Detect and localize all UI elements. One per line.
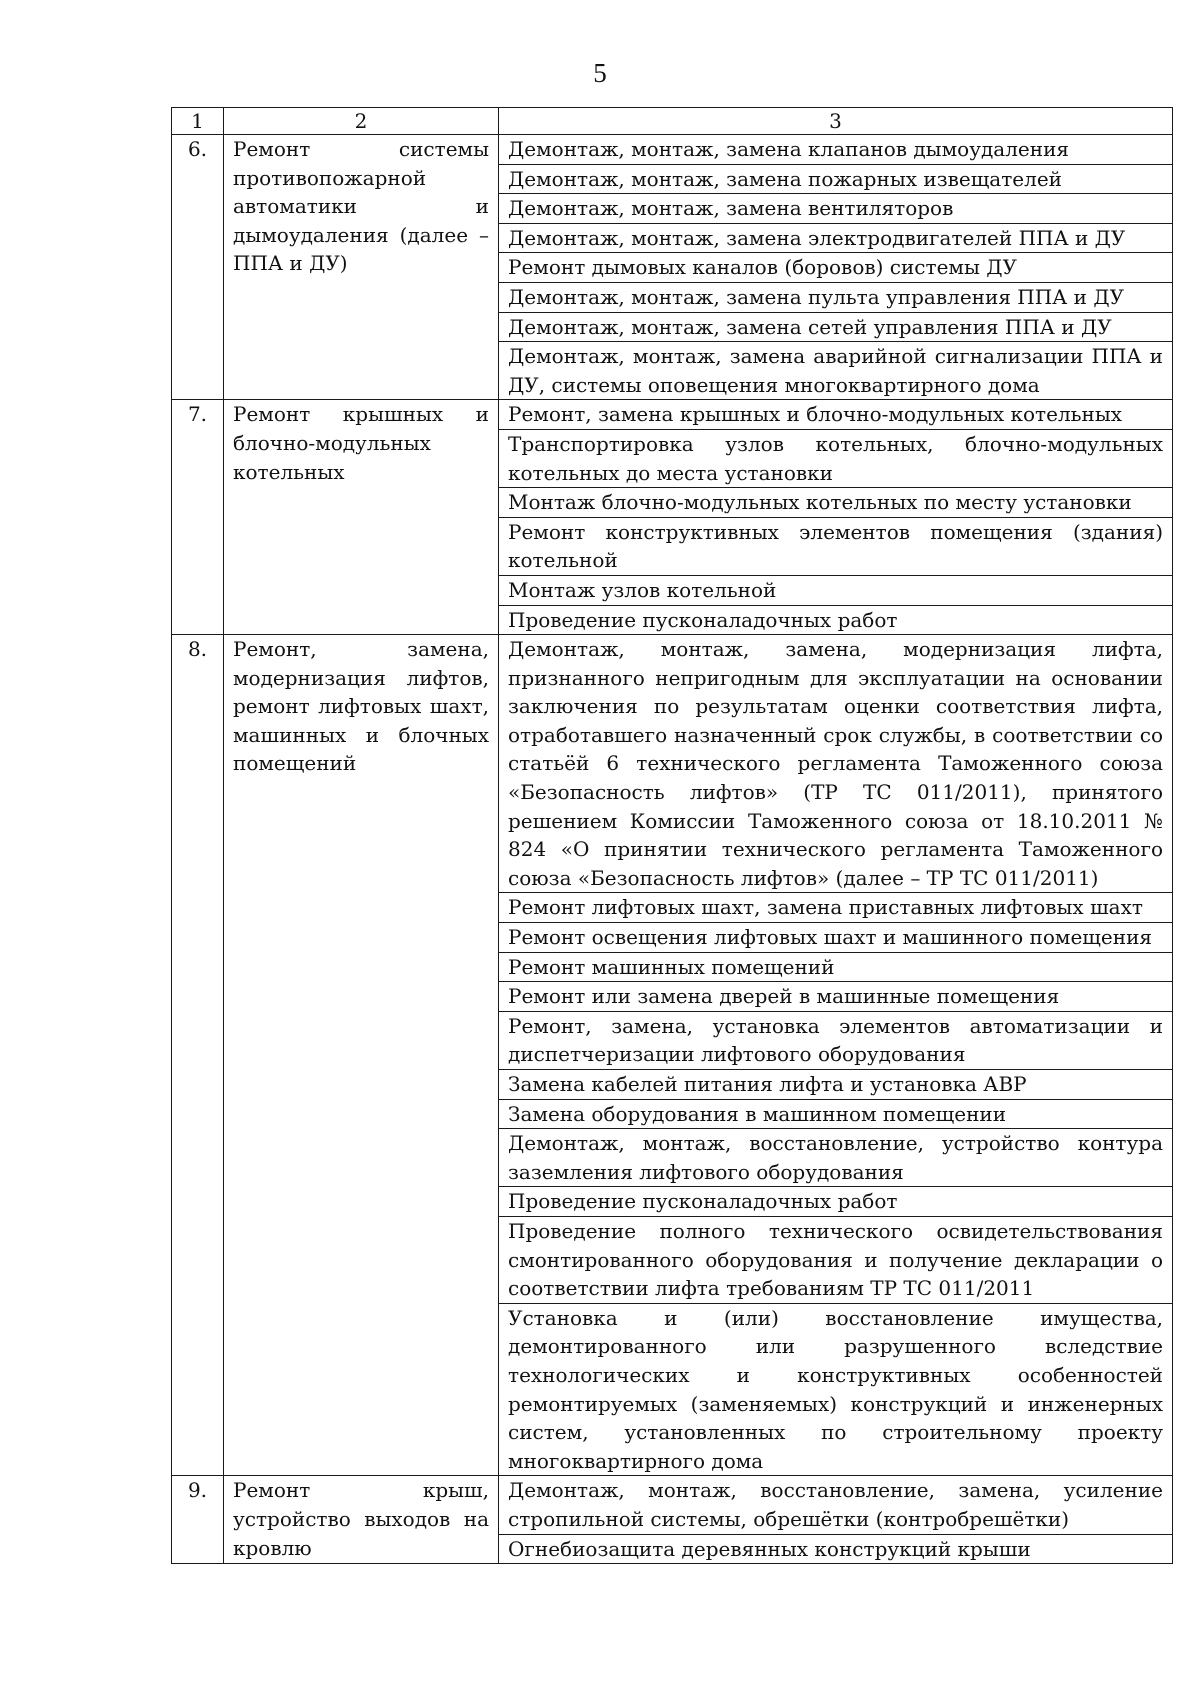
table-row xyxy=(172,635,1173,893)
table-row xyxy=(172,1476,1173,1534)
table-body xyxy=(172,135,1173,1564)
work-item: Демонтаж, монтаж, восстановление, замена, усиление стропильной системы, обрешётки (контробрешётки) xyxy=(499,1476,1173,1534)
row-number: 9. xyxy=(172,1476,224,1564)
column-header-3: 3 xyxy=(499,108,1173,135)
work-item: Демонтаж, монтаж, замена сетей управления ППА и ДУ xyxy=(499,312,1173,342)
work-item: Демонтаж, монтаж, замена, модернизация лифта, признанного непригодным для эксплуатации на основании заключения по результатам оценки соответствия лифта, отработавшего назначенный срок службы, в соответствии со статьёй 6 технического регламента Таможенного союза «Безопасность лифтов» (ТР ТС 011/2011), принятого решением Комиссии Таможенного союза от 18.10.2011 № 824 «О принятии технического регламента Таможенного союза «Безопасность лифтов» (далее – ТР ТС 011/2011) xyxy=(499,635,1173,893)
work-item: Проведение пусконаладочных работ xyxy=(499,1187,1173,1217)
work-type: Ремонт, замена, модернизация лифтов, ремонт лифтовых шахт, машинных и блочных помещений xyxy=(224,635,499,1476)
table-row xyxy=(172,400,1173,430)
work-item: Демонтаж, монтаж, замена клапанов дымоудаления xyxy=(499,135,1173,165)
work-item: Демонтаж, монтаж, восстановление, устройство контура заземления лифтового оборудования xyxy=(499,1129,1173,1187)
work-item: Ремонт или замена дверей в машинные помещения xyxy=(499,982,1173,1012)
work-item: Демонтаж, монтаж, замена аварийной сигнализации ППА и ДУ, системы оповещения многоквартирного дома xyxy=(499,342,1173,400)
work-item: Замена кабелей питания лифта и установка АВР xyxy=(499,1070,1173,1100)
work-type: Ремонт крышных и блочно-модульных котельных xyxy=(224,400,499,635)
work-item: Демонтаж, монтаж, замена вентиляторов xyxy=(499,194,1173,224)
work-item: Ремонт лифтовых шахт, замена приставных лифтовых шахт xyxy=(499,893,1173,923)
row-number: 6. xyxy=(172,135,224,400)
table-row xyxy=(172,135,1173,165)
table-header-row xyxy=(172,108,1173,135)
work-type: Ремонт крыш, устройство выходов на кровлю xyxy=(224,1476,499,1564)
work-item: Монтаж блочно-модульных котельных по месту установки xyxy=(499,488,1173,518)
row-number: 7. xyxy=(172,400,224,635)
work-item: Ремонт дымовых каналов (боровов) системы ДУ xyxy=(499,253,1173,283)
column-header-2: 2 xyxy=(224,108,499,135)
work-item: Транспортировка узлов котельных, блочно-модульных котельных до места установки xyxy=(499,429,1173,487)
work-item: Демонтаж, монтаж, замена электродвигателей ППА и ДУ xyxy=(499,223,1173,253)
work-item: Установка и (или) восстановление имущества, демонтированного или разрушенного вследствие технологических и конструктивных особенностей ремонтируемых (заменяемых) конструкций и инженерных систем, установленных по строительному проекту многоквартирного дома xyxy=(499,1303,1173,1476)
work-item: Проведение полного технического освидетельствования смонтированного оборудования и получение декларации о соответствии лифта требованиям ТР ТС 011/2011 xyxy=(499,1216,1173,1303)
work-item: Демонтаж, монтаж, замена пожарных извещателей xyxy=(499,164,1173,194)
column-header-1: 1 xyxy=(172,108,224,135)
work-item: Ремонт освещения лифтовых шахт и машинного помещения xyxy=(499,923,1173,953)
work-type: Ремонт системы противопожарной автоматики и дымоудаления (далее – ППА и ДУ) xyxy=(224,135,499,400)
work-item: Демонтаж, монтаж, замена пульта управления ППА и ДУ xyxy=(499,282,1173,312)
work-item: Проведение пусконаладочных работ xyxy=(499,605,1173,635)
row-number: 8. xyxy=(172,635,224,1476)
work-item: Ремонт, замена, установка элементов автоматизации и диспетчеризации лифтового оборудования xyxy=(499,1011,1173,1069)
work-item: Ремонт машинных помещений xyxy=(499,952,1173,982)
work-item: Замена оборудования в машинном помещении xyxy=(499,1099,1173,1129)
works-table xyxy=(171,107,1173,1564)
work-item: Монтаж узлов котельной xyxy=(499,575,1173,605)
page-number: 5 xyxy=(593,58,607,88)
work-item: Ремонт конструктивных элементов помещения (здания) котельной xyxy=(499,517,1173,575)
work-item: Огнебиозащита деревянных конструкций крыши xyxy=(499,1534,1173,1564)
work-item: Ремонт, замена крышных и блочно-модульных котельных xyxy=(499,400,1173,430)
